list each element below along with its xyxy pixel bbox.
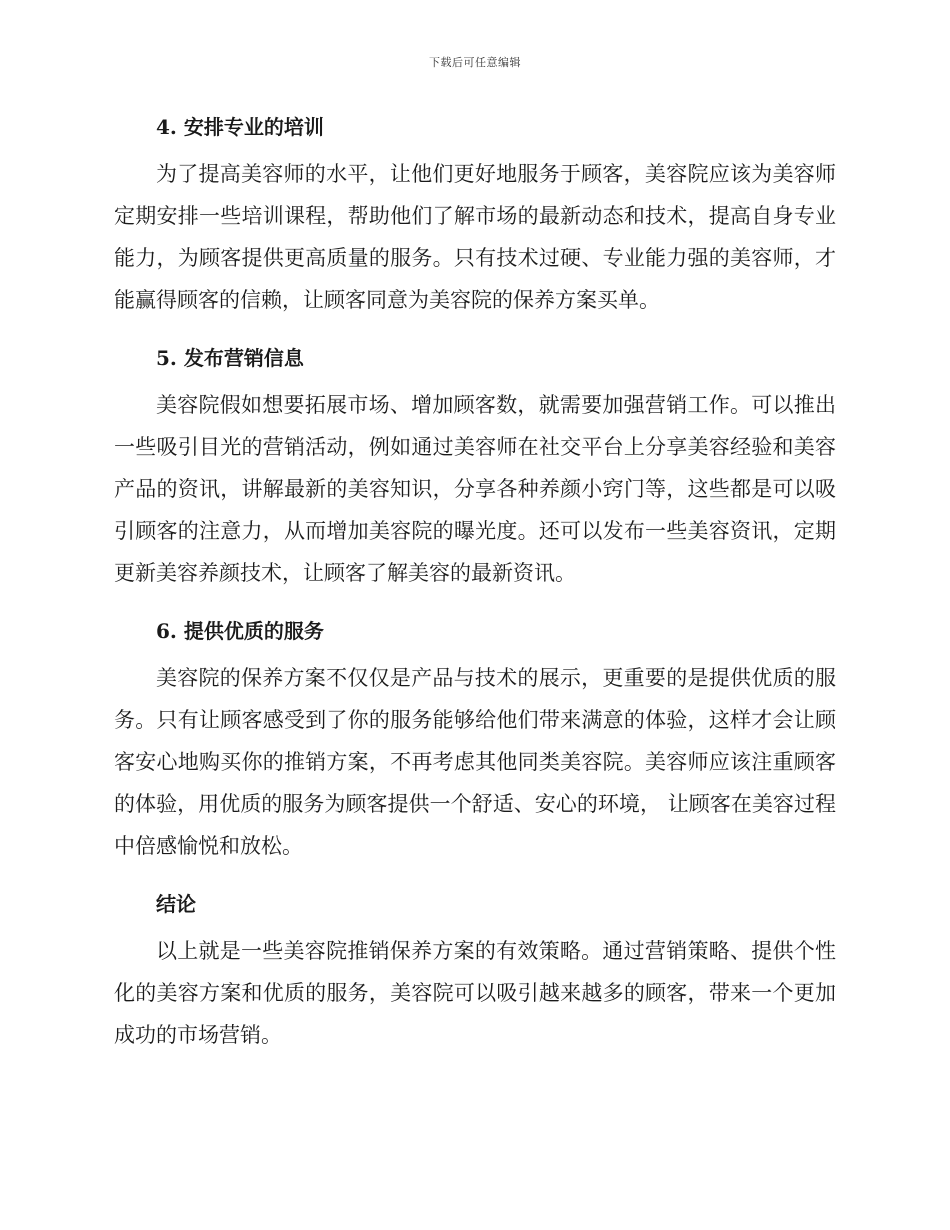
page-header: 下载后可任意编辑 [429, 56, 521, 69]
section-heading-5: 5. 发布营销信息 [156, 346, 304, 370]
section-heading-conclusion: 结论 [156, 892, 196, 916]
document-body [114, 110, 836, 1056]
section-paragraph-4: 为了提高美容师的水平，让他们更好地服务于顾客，美容院应该为美容师定期安排一些培训课程，帮助他们了解市场的最新动态和技术，提高自身专业能力，为顾客提供更高质量的服务。只有技术过硬、专业能力强的美容师，才能赢得顾客的信赖，让顾客同意为美容院的保养方案买单。 [114, 162, 836, 312]
section-paragraph-6: 美容院的保养方案不仅仅是产品与技术的展示，更重要的是提供优质的服务。只有让顾客感受到了你的服务能够给他们带来满意的体验，这样才会让顾客安心地购买你的推销方案，不再考虑其他同类美容院。美容师应该注重顾客的体验，用优质的服务为顾客提供一个舒适、安心的环境， 让顾客在美容过程中倍感愉悦和放松。 [114, 666, 836, 858]
section-heading-4: 4. 安排专业的培训 [156, 115, 324, 139]
section-heading-6: 6. 提供优质的服务 [156, 619, 324, 643]
section-paragraph-conclusion: 以上就是一些美容院推销保养方案的有效策略。通过营销策略、提供个性化的美容方案和优质的服务，美容院可以吸引越来越多的顾客，带来一个更加成功的市场营销。 [114, 939, 836, 1047]
section-paragraph-5: 美容院假如想要拓展市场、增加顾客数，就需要加强营销工作。可以推出一些吸引目光的营销活动，例如通过美容师在社交平台上分享美容经验和美容产品的资讯，讲解最新的美容知识，分享各种养颜小窍门等，这些都是可以吸引顾客的注意力，从而增加美容院的曝光度。还可以发布一些美容资讯，定期更新美容养颜技术，让顾客了解美容的最新资讯。 [114, 393, 836, 585]
